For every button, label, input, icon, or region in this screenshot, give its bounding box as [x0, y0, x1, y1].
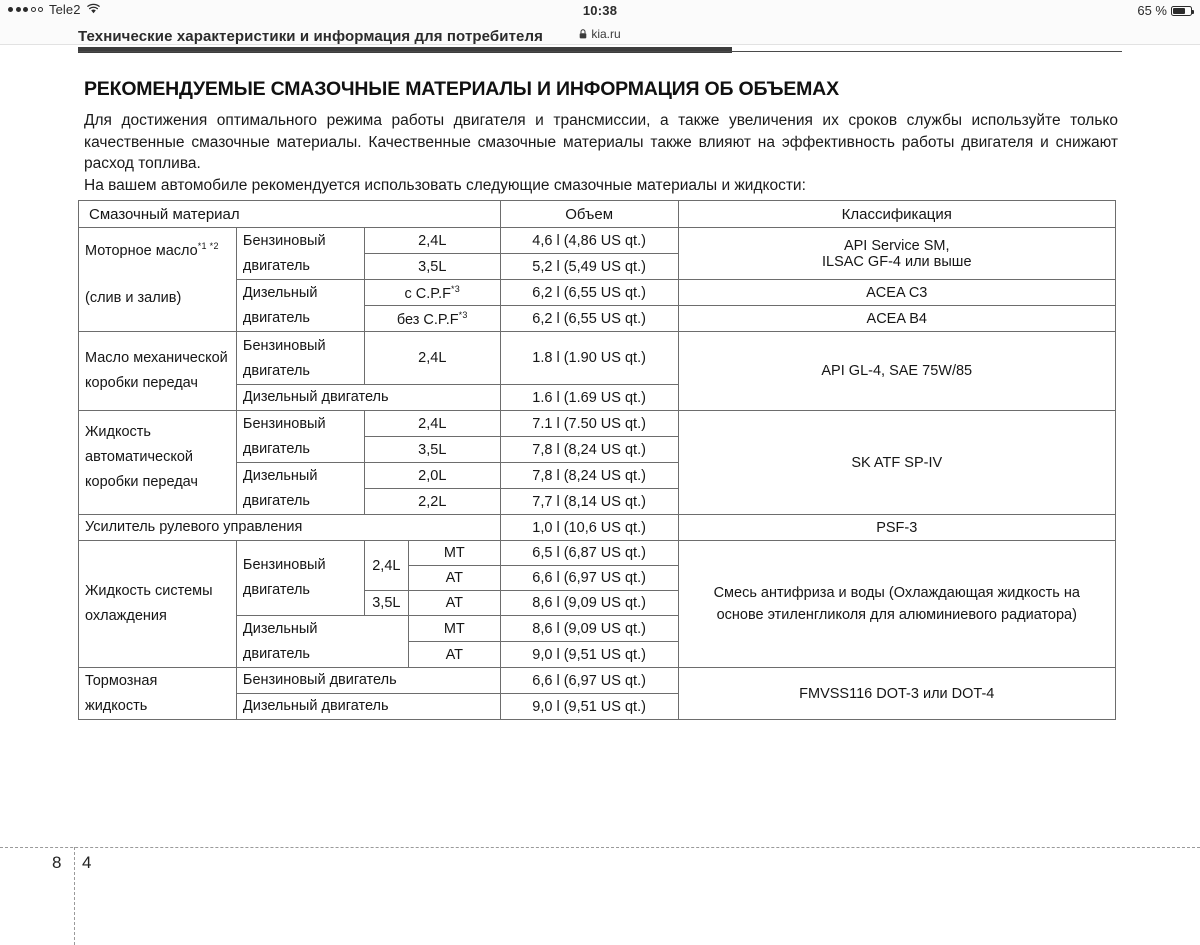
cell-material-brake-fluid: [79, 668, 237, 720]
cell-engine-petrol: Бензиновый двигатель: [236, 668, 500, 694]
cell-classification: ACEA C3: [678, 280, 1115, 306]
intro-paragraph-2: На вашем автомобиле рекомендуется использовать следующие смазочные материалы и жидкости:: [84, 177, 806, 194]
running-header-rule: [78, 51, 1122, 52]
cell-volume: 7,8 l (8,24 US qt.): [500, 437, 678, 463]
classification-line2: основе этиленгликоля для алюминиевого радиатора): [716, 607, 1077, 623]
cell-variant: 2,4L: [364, 411, 500, 437]
cell-volume: 1.6 l (1.69 US qt.): [500, 385, 678, 411]
cell-displacement: 3,5L: [364, 591, 408, 616]
engine-diesel-line1: Дизельный: [242, 285, 318, 301]
cell-volume: 5,2 l (5,49 US qt.): [500, 254, 678, 280]
cooling-line1: Жидкость системы: [85, 583, 213, 599]
cell-engine-petrol: [236, 228, 364, 280]
engine-oil-label: Моторное масло: [85, 242, 198, 259]
engine-diesel-line1: Дизельный: [242, 468, 318, 484]
engine-diesel-line2: двигатель: [242, 310, 310, 326]
engine-petrol-line1: Бензиновый: [242, 557, 326, 573]
engine-diesel-line2: двигатель: [242, 646, 310, 662]
cell-classification-power-steering: PSF-3: [678, 515, 1115, 541]
cell-variant: 2,4L: [364, 332, 500, 385]
cell-engine-diesel: Дизельный двигатель: [236, 694, 500, 720]
cooling-line2: охлаждения: [85, 608, 167, 624]
cell-volume: 6,2 l (6,55 US qt.): [500, 280, 678, 306]
battery-percent-label: 65 %: [1137, 3, 1167, 18]
cell-engine-diesel: [236, 463, 364, 515]
auto-gearbox-line1: Жидкость: [85, 424, 151, 440]
engine-petrol-line2: двигатель: [242, 363, 310, 379]
cell-classification: ACEA B4: [678, 306, 1115, 332]
cell-transmission: AT: [408, 566, 500, 591]
cell-engine-petrol: [236, 332, 364, 385]
cell-volume: 9,0 l (9,51 US qt.): [500, 694, 678, 720]
running-header-text: Технические характеристики и информация для потребителя: [78, 28, 543, 45]
table-row: [79, 332, 1116, 385]
header-volume: Объем: [500, 201, 678, 228]
engine-oil-sublabel: (слив и залив): [85, 289, 182, 306]
engine-petrol-line2: двигатель: [242, 441, 310, 457]
engine-petrol-line1: Бензиновый: [242, 416, 326, 432]
auto-gearbox-line3: коробки передач: [85, 474, 198, 490]
header-classification: Классификация: [678, 201, 1115, 228]
brake-fluid-line2: жидкость: [85, 698, 148, 714]
status-bar-right: [1137, 3, 1192, 18]
cell-transmission: AT: [408, 642, 500, 668]
brake-fluid-line1: Тормозная: [85, 673, 158, 689]
classification-line2: ILSAC GF-4 или выше: [822, 253, 972, 270]
page-title: РЕКОМЕНДУЕМЫЕ СМАЗОЧНЫЕ МАТЕРИАЛЫ И ИНФОРМАЦИЯ ОБ ОБЪЕМАХ: [84, 78, 839, 100]
ios-status-bar: [0, 0, 1200, 24]
table-row: [79, 411, 1116, 437]
cell-engine-diesel: [236, 616, 408, 668]
running-header-bar: [78, 47, 732, 53]
manual-gearbox-line2: коробки передач: [85, 375, 198, 391]
cell-engine-petrol: [236, 411, 364, 463]
engine-petrol-line2: двигатель: [242, 258, 310, 274]
cell-engine-diesel: [236, 280, 364, 332]
engine-petrol-line1: Бензиновый: [242, 233, 326, 249]
engine-diesel-line1: Дизельный: [242, 621, 318, 637]
cell-variant: [364, 306, 500, 332]
battery-icon: [1171, 6, 1192, 16]
cell-volume: 7,8 l (8,24 US qt.): [500, 463, 678, 489]
header-material: Смазочный материал: [79, 201, 501, 228]
cell-material-auto-gearbox: [79, 411, 237, 515]
crop-guide-vertical: [74, 847, 75, 945]
url-domain-label: kia.ru: [591, 27, 621, 41]
table-header-row: [79, 201, 1116, 228]
table-row: [79, 668, 1116, 694]
cell-volume: 1.8 l (1.90 US qt.): [500, 332, 678, 385]
cell-material-manual-gearbox: [79, 332, 237, 411]
classification-line1: Смесь антифриза и воды (Охлаждающая жидкость на: [713, 585, 1080, 601]
intro-paragraph-1: Для достижения оптимального режима работы двигателя и трансмиссии, а также увеличения их сроков службы используйте только качественные смазочные материалы. Качественные смазочные материалы также влияют на эффективность работы двигателя и снижают расход топлива.: [84, 112, 1118, 172]
cell-volume: 6,6 l (6,97 US qt.): [500, 566, 678, 591]
cell-transmission: AT: [408, 591, 500, 616]
cell-volume: 6,2 l (6,55 US qt.): [500, 306, 678, 332]
cell-material-power-steering: Усилитель рулевого управления: [79, 515, 501, 541]
cell-volume: 1,0 l (10,6 US qt.): [500, 515, 678, 541]
auto-gearbox-line2: автоматической: [85, 449, 193, 465]
cell-classification-auto-gearbox: SK ATF SP-IV: [678, 411, 1115, 515]
cell-variant: [364, 280, 500, 306]
cell-volume: 8,6 l (9,09 US qt.): [500, 616, 678, 642]
cell-volume: 6,6 l (6,97 US qt.): [500, 668, 678, 694]
cell-displacement: 2,4L: [364, 541, 408, 591]
cell-transmission: MT: [408, 616, 500, 642]
table-row: [79, 515, 1116, 541]
cell-material-engine-oil: [79, 228, 237, 332]
engine-petrol-line1: Бензиновый: [242, 338, 326, 354]
cell-classification-manual-gearbox: API GL-4, SAE 75W/85: [678, 332, 1115, 411]
crop-guide-horizontal: [0, 847, 1200, 848]
variant-text: без C.P.F: [396, 311, 459, 328]
cell-volume: 8,6 l (9,09 US qt.): [500, 591, 678, 616]
carrier-label: Tele2: [49, 2, 81, 17]
cell-variant: 3,5L: [364, 254, 500, 280]
classification-line1: API Service SM,: [843, 237, 950, 254]
page-number-right: 4: [82, 853, 92, 872]
manual-gearbox-line1: Масло механической: [85, 350, 228, 366]
engine-oil-superscript: *1 *2: [197, 241, 219, 251]
cell-variant: 2,0L: [364, 463, 500, 489]
page-number-left: 8: [52, 853, 62, 872]
variant-superscript: *3: [450, 283, 461, 294]
cell-engine-petrol: [236, 541, 364, 616]
cell-classification-engine-oil-petrol: [678, 228, 1115, 280]
cell-engine-diesel: Дизельный двигатель: [236, 385, 500, 411]
status-bar-clock: 10:38: [582, 3, 618, 18]
engine-petrol-line2: двигатель: [242, 582, 310, 598]
table-row: [79, 228, 1116, 254]
lubricants-capacities-table: [78, 200, 1116, 720]
engine-diesel-line2: двигатель: [242, 493, 310, 509]
cell-classification-brake-fluid: FMVSS116 DOT-3 или DOT-4: [678, 668, 1115, 720]
table-row: [79, 541, 1116, 566]
cell-classification-cooling: [678, 541, 1115, 668]
cell-material-cooling: [79, 541, 237, 668]
variant-text: с C.P.F: [404, 285, 451, 302]
cell-volume: 7,7 l (8,14 US qt.): [500, 489, 678, 515]
cell-variant: 2,4L: [364, 228, 500, 254]
cell-volume: 6,5 l (6,87 US qt.): [500, 541, 678, 566]
cell-variant: 2,2L: [364, 489, 500, 515]
variant-superscript: *3: [458, 309, 468, 320]
cell-volume: 7.1 l (7.50 US qt.): [500, 411, 678, 437]
cell-volume: 4,6 l (4,86 US qt.): [500, 228, 678, 254]
cell-volume: 9,0 l (9,51 US qt.): [500, 642, 678, 668]
cell-transmission: MT: [408, 541, 500, 566]
cell-variant: 3,5L: [364, 437, 500, 463]
